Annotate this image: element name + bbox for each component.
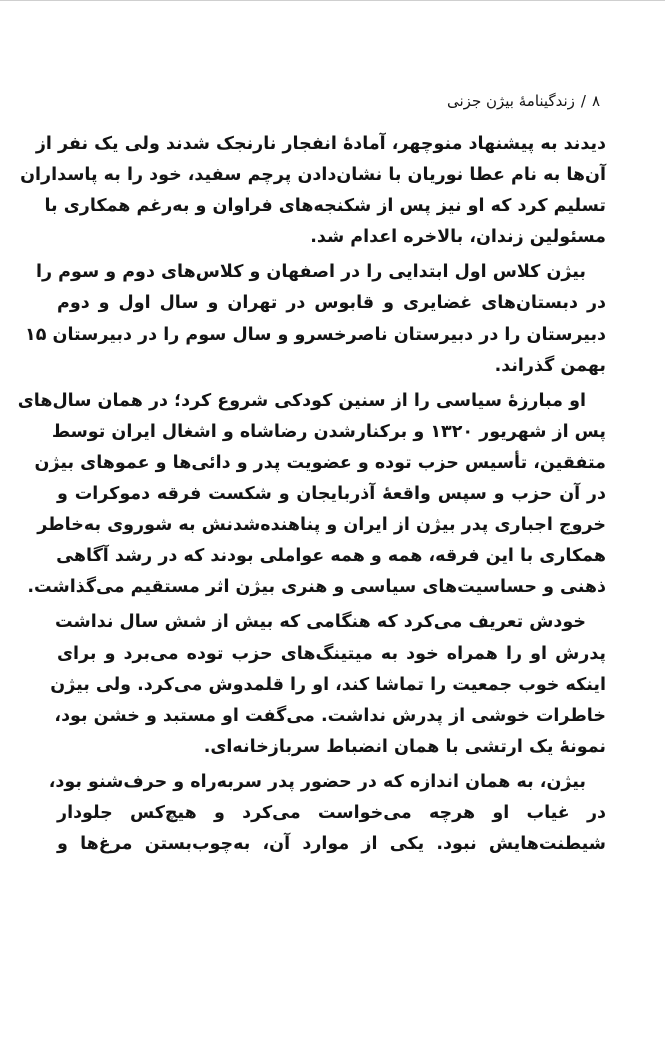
paragraph-2 — [25, 257, 606, 381]
text-line: پدرش او را همراه خود به میتینگ‌های حزب توده می‌برد و برای — [57, 643, 606, 664]
text-line: شیطنت‌هایش نبود. یکی از موارد آن، به‌چوب‌بستن مرغ‌ها و — [57, 834, 606, 855]
top-rule — [0, 0, 665, 1]
text-line: دیدند به پیشنهاد منوچهر، آمادهٔ انفجار نارنجک شدند ولی یک نفر از — [35, 134, 606, 154]
text-line: متفقین، تأسیس حزب توده و عضویت پدر و دائی‌ها و عموهای بیژن — [34, 452, 606, 473]
header-separator: / — [580, 92, 586, 110]
text-line: خودش تعریف می‌کرد که هنگامی که بیش از شش سال نداشت — [55, 612, 586, 633]
text-line: او مبارزهٔ سیاسی را از سنین کودکی شروع کرد؛ در همان سال‌های — [17, 390, 586, 411]
text-line: ذهنی و حساسیت‌های سیاسی و هنری بیژن اثر مستقیم می‌گذاشت. — [27, 577, 606, 598]
text-line: بیژن، به همان اندازه که در حضور پدر سربه‌راه و حرف‌شنو بود، — [48, 771, 586, 792]
text-line: در غیاب او هرچه می‌خواست می‌کرد و هیچ‌کس جلودار — [57, 802, 606, 823]
text-line: مسئولین زندان، بالاخره اعدام شد. — [310, 227, 606, 248]
paragraph-1 — [20, 129, 606, 253]
text-line: پس از شهریور ۱۳۲۰ و برکنارشدن رضاشاه و اشغال ایران توسط — [51, 421, 606, 442]
paragraph-4 — [50, 607, 606, 762]
paragraph-5 — [48, 767, 606, 860]
text-line: آن‌ها به نام عطا نوریان با نشان‌دادن پرچم سفید، خود را به پاسداران — [20, 165, 606, 186]
text-line: تسلیم کرد که او نیز پس از شکنجه‌های فراوان و به‌رغم همکاری با — [44, 196, 606, 217]
text-line: همکاری با این فرقه، همه و همه عواملی بودند که در رشد آگاهی — [56, 546, 606, 567]
text-line: بهمن گذراند. — [494, 355, 606, 376]
running-header — [60, 90, 600, 112]
text-line: خاطرات خوشی از پدرش نداشت. می‌گفت او مستبد و خشن بود، — [54, 705, 606, 726]
paragraph-3 — [17, 386, 606, 604]
text-line: دبیرستان را در دبیرستان ناصرخسرو و سال سوم را در دبیرستان ۱۵ — [25, 324, 606, 345]
book-title: زندگینامهٔ بیژن جزنی — [446, 92, 575, 110]
text-line: در دبستان‌های غضایری و قابوس در تهران و سال اول و دوم — [57, 293, 606, 314]
text-line: در آن حزب و سپس واقعهٔ آذربایجان و شکست فرقه دموکرات و — [57, 484, 606, 505]
page-body — [17, 129, 606, 864]
text-line: اینکه خوب جمعیت را تماشا کند، او را قلمدوش می‌کرد. ولی بیژن — [50, 674, 606, 695]
text-line: بیژن کلاس اول ابتدایی را در اصفهان و کلاس‌های دوم و سوم را — [36, 262, 586, 283]
text-line: خروج اجباری پدر بیژن از ایران و پناهنده‌شدنش به شوروی به‌خاطر — [37, 515, 606, 536]
page-number: ۸ — [591, 92, 600, 110]
text-line: نمونهٔ یک ارتشی با همان انضباط سربازخانه‌ای. — [203, 736, 606, 757]
